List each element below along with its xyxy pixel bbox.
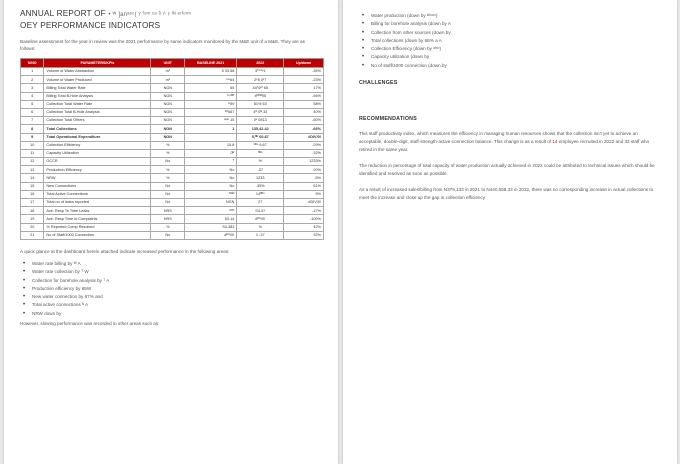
cell-sno: 4 bbox=[21, 92, 44, 100]
recommendation-paragraph-3: As a result of increased sales/billing from N379,133 in 2021 to N440,658.33 in 2022, there was no corresponding increase in actual collections to meet the increase and close up the gap in collection efficiency bbox=[359, 187, 654, 201]
cell-parameter: Collection Total Water Rate bbox=[44, 100, 151, 108]
cell-2022: 0ᴸ 0813 bbox=[237, 117, 284, 125]
summary-closing: However, slowing performance was recorded in other areas such as: bbox=[20, 321, 160, 327]
cell-unit: m³ bbox=[151, 68, 185, 76]
cell-baseline: ᵘᵖᵃᵗ 15 bbox=[185, 117, 237, 125]
cell-change: 42% bbox=[284, 223, 324, 231]
cell-sno: 21 bbox=[21, 231, 44, 239]
cell-change: 58% bbox=[284, 100, 324, 108]
decline-item: • Billing for borehole analysis (down by A bbox=[371, 20, 661, 28]
table-row bbox=[21, 84, 324, 92]
cell-baseline: ᶠᵒᵘ64 bbox=[185, 76, 237, 84]
cell-change: 61% bbox=[284, 182, 324, 190]
cell-2022: 44ᵀ6ᵉᶠ 65 bbox=[237, 84, 284, 92]
table-row bbox=[21, 68, 324, 76]
cell-baseline: ᵀ bbox=[185, 158, 237, 166]
improvement-list bbox=[20, 260, 322, 318]
cell-parameter: Collection Efficiency bbox=[44, 141, 151, 149]
decline-item: • Capacity utilization (down by bbox=[371, 53, 661, 61]
cell-baseline: 0ᴿ bbox=[185, 149, 237, 157]
cell-parameter: Billing Total B.Hole Analysis bbox=[44, 92, 151, 100]
cell-change: -17% bbox=[284, 207, 324, 215]
table-row bbox=[21, 190, 324, 198]
cell-parameter: Collection Total Others bbox=[44, 117, 151, 125]
cell-2022: 135,42.42 bbox=[237, 125, 284, 133]
cell-unit: No bbox=[151, 190, 185, 198]
cell-change: 1233% bbox=[284, 158, 324, 166]
cell-2022: % bbox=[237, 158, 284, 166]
cell-change: -29% bbox=[284, 141, 324, 149]
cell-baseline: No bbox=[185, 174, 237, 182]
cell-parameter: No of Staff/1000 Connection bbox=[44, 231, 151, 239]
cell-parameter: Ave. Resp Time to Complaints bbox=[44, 215, 151, 223]
table-row bbox=[21, 174, 324, 182]
cell-change: 40% bbox=[284, 108, 324, 116]
cell-parameter: New Connections bbox=[44, 182, 151, 190]
cell-baseline bbox=[185, 133, 237, 141]
decline-item: • Collection Efficiency (down by ᵃᶠᵖᵒ) bbox=[371, 45, 661, 53]
cell-parameter: OCCR bbox=[44, 158, 151, 166]
cell-change: 32% bbox=[284, 231, 324, 239]
cell-unit: No bbox=[151, 231, 185, 239]
rec-para1-text-b: employee recruited in 2022 and 33 staff who retired in the same year. bbox=[359, 139, 650, 153]
cell-unit: % bbox=[151, 166, 185, 174]
cell-baseline: 53.14 bbox=[185, 215, 237, 223]
report-page-right bbox=[343, 0, 677, 464]
cell-baseline: 1 bbox=[185, 125, 237, 133]
cell-2022: 14ᴴᴿˢ bbox=[237, 190, 284, 198]
table-row bbox=[21, 141, 324, 149]
intro-paragraph: Baseline assessment for the year in review was the 2021 performance by same indicators monitored by the M&E unit of a M&E. They are as follows: bbox=[20, 39, 305, 51]
cell-2022: 61% 63 bbox=[237, 100, 284, 108]
cell-change: -50% bbox=[284, 117, 324, 125]
cell-change: 20% bbox=[284, 166, 324, 174]
cell-unit: NGN bbox=[151, 108, 185, 116]
cell-2022: 5,ᴺᵁ 00.87 bbox=[237, 133, 284, 141]
rec-para1-highlight: 14 bbox=[552, 139, 558, 145]
recommendation-paragraph-1 bbox=[359, 130, 655, 154]
cell-unit: % bbox=[151, 223, 185, 231]
cell-unit: NGN bbox=[151, 92, 185, 100]
cell-parameter: Capacity Utilization bbox=[44, 149, 151, 157]
kpi-table-header bbox=[21, 59, 324, 68]
cell-parameter: Total Collections bbox=[44, 125, 151, 133]
cell-baseline: No bbox=[185, 182, 237, 190]
cell-2022: 27 bbox=[237, 199, 284, 207]
cell-sno: 6 bbox=[21, 108, 44, 116]
kpi-table bbox=[20, 58, 324, 240]
table-row bbox=[21, 223, 324, 231]
cell-sno: 18 bbox=[21, 207, 44, 215]
cell-2022: 4ᴺᴴᴹ95 bbox=[237, 92, 284, 100]
table-row bbox=[21, 117, 324, 125]
improvement-item: • Total active connections ᴺ A bbox=[32, 301, 322, 309]
table-row bbox=[21, 149, 324, 157]
cell-unit: % bbox=[151, 174, 185, 182]
cell-sno: 17 bbox=[21, 199, 44, 207]
cell-2022: 2ᶜ8 0ᶜ7 bbox=[237, 76, 284, 84]
cell-unit: % bbox=[151, 141, 185, 149]
cell-unit: HRS bbox=[151, 215, 185, 223]
improvement-item: • Water rate billing by ᵂ A bbox=[32, 260, 322, 268]
decline-item: • Total collections (down by 66% a A bbox=[371, 37, 661, 45]
cell-sno: 20 bbox=[21, 223, 44, 231]
table-row bbox=[21, 182, 324, 190]
cell-parameter: % Reported Comp Resolved bbox=[44, 223, 151, 231]
report-page-left bbox=[4, 0, 338, 464]
table-row bbox=[21, 199, 324, 207]
cell-unit: No bbox=[151, 158, 185, 166]
recommendations-heading: RECOMMENDATIONS bbox=[359, 116, 417, 123]
improvement-item: • NRW down by bbox=[32, 310, 322, 318]
cell-sno: 19 bbox=[21, 215, 44, 223]
rec-para1-text-a: This staff productivity index, which measures the efficiency in managing human resources shows that the collection isn't yet to achieve an acceptable, double-digit, staff-strength-active-connection balance. This change is as a result of bbox=[359, 131, 638, 145]
col-header-2022: 2022 bbox=[237, 59, 284, 68]
col-header-unit: UNIT bbox=[151, 59, 185, 68]
cell-sno: 9 bbox=[21, 133, 44, 141]
cell-parameter: Volume of Water Produced bbox=[44, 76, 151, 84]
cell-change: -5% bbox=[284, 174, 324, 182]
cell-sno: 10 bbox=[21, 141, 44, 149]
cell-unit: % bbox=[151, 149, 185, 157]
cell-change: -94% bbox=[284, 92, 324, 100]
cell-unit: NGN bbox=[151, 84, 185, 92]
cell-sno: 13 bbox=[21, 166, 44, 174]
cell-sno: 11 bbox=[21, 149, 44, 157]
cell-change: #DIV/0! bbox=[284, 133, 324, 141]
improvement-item: • Water rate collection by ᵀ W bbox=[32, 268, 322, 276]
cell-2022: -35% bbox=[237, 182, 284, 190]
cell-unit: m³ bbox=[151, 76, 185, 84]
cell-sno: 7 bbox=[21, 117, 44, 125]
report-title-text: ANNUAL REPORT OF bbox=[20, 9, 106, 18]
cell-sno: 2 bbox=[21, 76, 44, 84]
cell-parameter: Total Active Connections bbox=[44, 190, 151, 198]
cell-unit: HRS bbox=[151, 207, 185, 215]
cell-change: #DIV/0! bbox=[284, 199, 324, 207]
cell-unit: NGN bbox=[151, 117, 185, 125]
improvement-item: • New water connection by 67% and bbox=[32, 293, 322, 301]
report-title-line2: ΟEY PERFORMANCE INDICATORS bbox=[20, 21, 161, 30]
cell-parameter: Production Efficiency bbox=[44, 166, 151, 174]
cell-sno: 8 bbox=[21, 125, 44, 133]
table-row bbox=[21, 125, 324, 133]
cell-2022: 3ᵀᵉᵐᵖ1 bbox=[237, 68, 284, 76]
cell-sno: 15 bbox=[21, 182, 44, 190]
cell-parameter: Billing Total Water Rate bbox=[44, 84, 151, 92]
cell-parameter: Volume of Water Abstraction bbox=[44, 68, 151, 76]
decline-item: • Water production (down by ᴬᵇᵘᶜᵒ) bbox=[371, 12, 661, 20]
table-row bbox=[21, 215, 324, 223]
table-row bbox=[21, 207, 324, 215]
cell-baseline: 65 bbox=[185, 84, 237, 92]
cell-baseline: S4.383 bbox=[185, 223, 237, 231]
decline-item: • Collection from other sources (down by bbox=[371, 29, 661, 37]
cell-sno: 1 bbox=[21, 68, 44, 76]
cell-2022: 1233 bbox=[237, 174, 284, 182]
cell-parameter: Collection Total B.Hole Analysis bbox=[44, 108, 151, 116]
cell-parameter: Total no of leaks reported bbox=[44, 199, 151, 207]
table-row bbox=[21, 231, 324, 239]
summary-lead: A quick glance at the dashboard herein attached indicate increased performance in the following areas: bbox=[20, 248, 230, 254]
kpi-table-body bbox=[21, 68, 324, 240]
cell-unit: NGN bbox=[151, 133, 185, 141]
cell-unit: No bbox=[151, 182, 185, 190]
cell-change: 17% bbox=[284, 84, 324, 92]
cell-sno: 12 bbox=[21, 158, 44, 166]
cell-baseline: ᴶᴼ667 bbox=[185, 108, 237, 116]
col-header-baseline: BASELINE 2021 bbox=[185, 59, 237, 68]
cell-change: -23% bbox=[284, 76, 324, 84]
col-header-sno: S/NO bbox=[21, 59, 44, 68]
cell-2022: 1 -37 bbox=[237, 231, 284, 239]
cell-sno: 3 bbox=[21, 84, 44, 92]
table-row bbox=[21, 92, 324, 100]
cell-baseline: ᵁᵀᴿ bbox=[185, 207, 237, 215]
cell-parameter: NRW bbox=[44, 174, 151, 182]
cell-sno: 14 bbox=[21, 174, 44, 182]
recommendation-paragraph-2: The reduction in percentage of total capacity of water production actually achieved in 2022 could be attributed to technical issues which should be identified and resolved as soon as possible. bbox=[359, 163, 655, 177]
table-row bbox=[21, 158, 324, 166]
cell-baseline: NGN bbox=[185, 199, 237, 207]
cell-2022: % bbox=[237, 223, 284, 231]
cell-baseline: 5 33.58 bbox=[185, 68, 237, 76]
cell-baseline: No bbox=[185, 166, 237, 174]
report-title-line1 bbox=[20, 9, 322, 20]
table-row bbox=[21, 108, 324, 116]
cell-baseline: #ᴰᴵᵛ/0! bbox=[185, 231, 237, 239]
decline-list bbox=[359, 12, 661, 70]
cell-baseline: ᴺᴳᴺ bbox=[185, 190, 237, 198]
table-row bbox=[21, 133, 324, 141]
cell-change: -66% bbox=[284, 125, 324, 133]
cell-sno: 5 bbox=[21, 100, 44, 108]
report-title-garbled: • ᵂ ]anᵃᵉᶜ( ᵞ ᶠᵒᵐ ᶜᵃ ᵟ ᴬ ᵞ ᴵᴺ ᵉʳᶠᵒʳᵐ bbox=[108, 12, 192, 18]
col-header-parameter: PARAMETERS/KPIs bbox=[44, 59, 151, 68]
table-row bbox=[21, 76, 324, 84]
cell-2022: #ᴰᴵᵛ/0! bbox=[237, 215, 284, 223]
cell-2022: ᴺᵁᴸ 6.67 bbox=[237, 141, 284, 149]
cell-change: 5% bbox=[284, 190, 324, 198]
table-row bbox=[21, 100, 324, 108]
challenges-heading: CHALLENGES bbox=[359, 80, 398, 87]
cell-sno: 16 bbox=[21, 190, 44, 198]
table-row bbox=[21, 166, 324, 174]
cell-unit: NGN bbox=[151, 125, 185, 133]
cell-change: -32% bbox=[284, 149, 324, 157]
improvement-item: • Production efficiency by 65W bbox=[32, 285, 322, 293]
decline-item: • No of staff/1000 connection (down by bbox=[371, 62, 661, 70]
cell-2022: 4ᴳ 5ᴺ.33 bbox=[237, 108, 284, 116]
cell-2022: S4.37 bbox=[237, 207, 284, 215]
cell-parameter: Total Operational Expenditure bbox=[44, 133, 151, 141]
cell-baseline: ᵐ59 bbox=[185, 100, 237, 108]
improvement-item: • Collection for borehole analysis by ᵀ A bbox=[32, 277, 322, 285]
cell-unit: NGN bbox=[151, 100, 185, 108]
cell-2022: -37 bbox=[237, 166, 284, 174]
cell-change: -35% bbox=[284, 68, 324, 76]
cell-baseline: 15.8 bbox=[185, 141, 237, 149]
cell-baseline: ᴬ.ᴸᴮᴾ bbox=[185, 92, 237, 100]
cell-2022: ᴴᴿˢ bbox=[237, 149, 284, 157]
cell-parameter: Ave. Resp To Time Leaks bbox=[44, 207, 151, 215]
cell-unit: No bbox=[151, 199, 185, 207]
col-header-change: Up/down bbox=[284, 59, 324, 68]
cell-change: -100% bbox=[284, 215, 324, 223]
